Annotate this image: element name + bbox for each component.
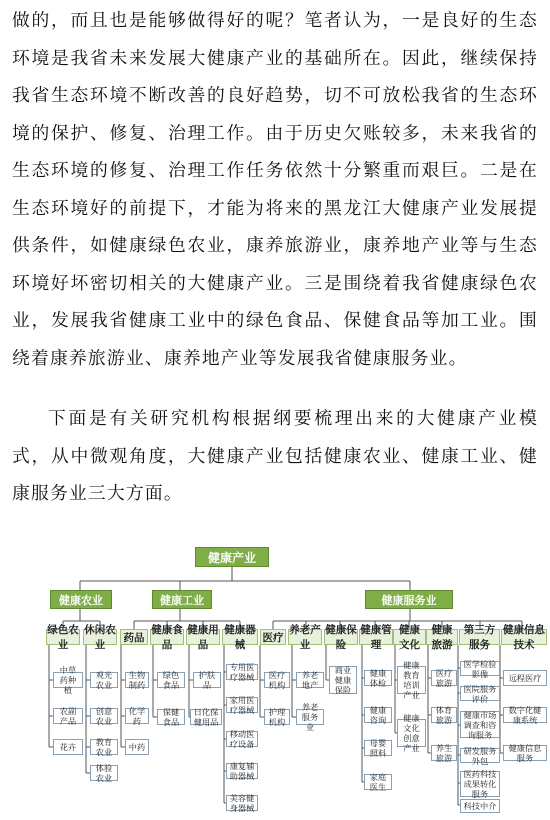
leaf-digital-health-system: 数字化健康系统 bbox=[503, 707, 547, 723]
leaf-bio-pharma: 生物制药 bbox=[125, 672, 149, 688]
leaf-nursing-institutions: 护理机构 bbox=[264, 709, 290, 725]
node-health-industry-manufacturing: 健康工业 bbox=[152, 590, 212, 609]
leaf-elderly-services: 养老服务业 bbox=[296, 709, 324, 725]
health-industry-diagram bbox=[40, 535, 550, 820]
leaf-chemical-drugs: 化学药 bbox=[125, 708, 149, 724]
leaf-sports-tourism: 体育旅游 bbox=[431, 707, 457, 723]
leaf-agri-byproducts: 农副产品 bbox=[53, 708, 83, 724]
node-health-insurance: 健康保险 bbox=[325, 624, 357, 651]
paragraph-1: 做的，而且也是能够做得好的呢？笔者认为，一是良好的生态环境是我省未来发展大健康产业的基础所在。因此，继续保持我省生态环境不断改善的良好趋势，切不可放松我省的生态环境的保护、修复、治理工作。由于历史欠账较多，未来我省的生态环境的修复、治理工作任务依然十分繁重而艰巨。二是在生态环境好的前提下，才能为将来的黑龙江大健康产业发展提供条件，如健康绿色农业，康养旅游业，康养地产业等与生态环境好坏密切相关的大健康产业。三是围绕着我省健康绿色农业，发展我省健康工业中的绿色食品、保健食品等加工业。围绕着康养旅游业、康养地产业等发展我省健康服务业。 bbox=[12, 10, 538, 369]
node-leisure-agriculture: 休闲农业 bbox=[84, 624, 116, 651]
leaf-tech-intermediary: 科技中介 bbox=[460, 799, 500, 813]
node-health-management: 健康管理 bbox=[360, 624, 392, 651]
leaf-telemedicine: 远程医疗 bbox=[503, 670, 547, 686]
leaf-skin-care: 护肤品 bbox=[193, 672, 221, 688]
leaf-medical-testing-imaging: 医学检验影像 bbox=[460, 661, 500, 676]
node-health-food: 健康食品 bbox=[151, 624, 183, 651]
node-root-health-industry: 健康产业 bbox=[195, 547, 269, 567]
leaf-education-agri: 教育农业 bbox=[90, 739, 118, 755]
node-health-tourism: 健康旅游 bbox=[426, 629, 458, 645]
node-elderly-care: 养老产业 bbox=[289, 624, 321, 651]
leaf-health-info-services: 健康信息服务 bbox=[503, 745, 547, 761]
node-medicine: 药品 bbox=[120, 629, 148, 645]
node-health-devices: 健康器械 bbox=[222, 629, 258, 645]
leaf-medical-institutions: 医疗机构 bbox=[264, 672, 290, 688]
leaf-elderly-real-estate: 养老地产 bbox=[296, 672, 324, 688]
leaf-rehab-aids: 康复辅助器械 bbox=[226, 763, 258, 779]
paragraph-2: 下面是有关研究机构根据纲要梳理出来的大健康产业模式，从中微观角度，大健康产业包括健康农业、健康工业、健康服务业三大方面。 bbox=[12, 408, 538, 504]
node-medical-care: 医疗 bbox=[260, 629, 286, 645]
leaf-mobile-medical-equipment: 移动医疗设备 bbox=[226, 731, 258, 747]
leaf-health-culture-creative: 健康文化创意产业 bbox=[397, 719, 426, 747]
leaf-maternal-infant-care: 母婴照料 bbox=[364, 740, 392, 756]
leaf-flowers: 花卉 bbox=[53, 739, 83, 755]
node-health-goods: 健康用品 bbox=[187, 624, 219, 651]
leaf-sightseeing-agri: 观光农业 bbox=[90, 672, 118, 688]
leaf-chinese-medicine: 中药 bbox=[125, 739, 149, 755]
node-health-agriculture: 健康农业 bbox=[50, 590, 112, 609]
leaf-medical-tourism: 医疗旅游 bbox=[431, 670, 457, 686]
leaf-creative-agri: 创意农业 bbox=[90, 708, 118, 724]
leaf-wellness-tourism: 养生旅游 bbox=[431, 745, 457, 761]
node-health-services: 健康服务业 bbox=[365, 590, 453, 609]
leaf-health-education-training: 健康教育培训产业 bbox=[397, 666, 426, 694]
node-health-info-tech: 健康信息技术 bbox=[503, 624, 545, 651]
leaf-tech-transfer: 医药科技成果转化服务 bbox=[460, 771, 500, 797]
leaf-herb-planting: 中草药种植 bbox=[53, 672, 83, 688]
node-third-party-services: 第三方服务 bbox=[459, 629, 500, 645]
leaf-rd-outsourcing: 研发服务外包 bbox=[460, 748, 500, 763]
leaf-family-doctor: 家庭医生 bbox=[364, 774, 392, 790]
leaf-market-research: 健康市场调查和咨询服务 bbox=[460, 711, 500, 738]
leaf-health-food: 保健食品 bbox=[157, 709, 185, 725]
leaf-hospital-evaluation: 医院服务评价 bbox=[460, 686, 500, 701]
node-health-culture: 健康文化 bbox=[393, 629, 426, 645]
leaf-health-checkup: 健康体检 bbox=[364, 670, 392, 686]
leaf-health-consulting: 健康咨询 bbox=[364, 707, 392, 723]
leaf-daily-care-goods: 日化保健用品 bbox=[190, 709, 222, 725]
leaf-experience-agri: 体验农业 bbox=[90, 765, 118, 781]
leaf-green-food: 绿色食品 bbox=[157, 672, 185, 688]
node-green-agriculture: 绿色农业 bbox=[47, 624, 79, 651]
leaf-special-medical-devices: 专用医疗器械 bbox=[226, 664, 258, 680]
leaf-home-medical-devices: 家用医疗器械 bbox=[226, 697, 258, 713]
leaf-beauty-fitness-devices: 美容健身器械 bbox=[226, 795, 258, 811]
leaf-commercial-insurance: 商业健康保险 bbox=[329, 666, 357, 694]
